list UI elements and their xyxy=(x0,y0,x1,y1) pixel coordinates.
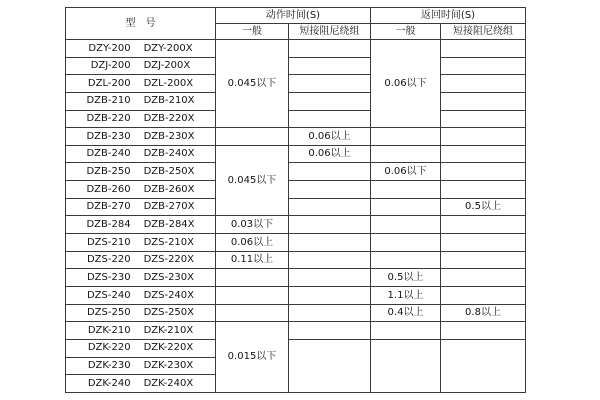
model-cell xyxy=(66,251,216,269)
table-row xyxy=(66,110,526,128)
model-name-x: DZB-210X xyxy=(143,95,195,107)
model-name-x: DZS-230X xyxy=(143,271,195,283)
action-general-cell xyxy=(216,286,289,304)
model-name-x: DZS-240X xyxy=(143,289,195,301)
model-name-x: DZB-230X xyxy=(143,130,195,142)
model-name-x: DZJ-200X xyxy=(143,60,191,72)
spec-table xyxy=(65,7,526,393)
return-damping-cell xyxy=(441,251,526,269)
model-cell xyxy=(66,322,216,340)
action-damping-cell: 0.06以上 xyxy=(289,128,371,146)
action-damping-cell: 0.06以上 xyxy=(289,145,371,163)
return-damping-cell: 0.5以上 xyxy=(441,198,526,216)
model-name: DZB-260 xyxy=(86,183,131,195)
model-cell xyxy=(66,357,216,375)
action-general-cell xyxy=(216,128,289,146)
action-general-cell: 0.11以上 xyxy=(216,251,289,269)
model-name-x: DZY-200X xyxy=(143,42,193,54)
return-damping-cell xyxy=(441,163,526,181)
model-cell xyxy=(66,92,216,110)
model-name: DZB-220 xyxy=(86,113,131,125)
action-damping-cell xyxy=(289,92,371,110)
table-row xyxy=(66,216,526,234)
action-damping-cell xyxy=(289,304,371,322)
return-general-cell: 1.1以上 xyxy=(371,286,441,304)
model-name: DZB-240 xyxy=(86,148,131,160)
action-damping-cell xyxy=(289,198,371,216)
model-name: DZB-284 xyxy=(86,218,131,230)
header-action-damping: 短接阻尼绕组 xyxy=(289,24,371,40)
model-name: DZB-250 xyxy=(86,166,131,178)
model-name: DZS-240 xyxy=(86,289,131,301)
table-row xyxy=(66,181,526,199)
return-general-cell xyxy=(371,145,441,163)
action-general-cell: 0.06以上 xyxy=(216,234,289,252)
return-damping-cell: 0.8以上 xyxy=(441,304,526,322)
table-row xyxy=(66,322,526,340)
return-general-cell: 0.06以下 xyxy=(371,40,441,128)
table-row xyxy=(66,286,526,304)
action-damping-cell xyxy=(289,286,371,304)
model-name-x: DZL-200X xyxy=(143,77,194,89)
model-name: DZB-230 xyxy=(86,130,131,142)
model-cell xyxy=(66,304,216,322)
model-name-x: DZS-220X xyxy=(143,254,195,266)
return-damping-cell xyxy=(441,40,526,58)
action-general-cell: 0.045以下 xyxy=(216,145,289,216)
model-cell xyxy=(66,375,216,393)
model-cell xyxy=(66,216,216,234)
return-damping-cell xyxy=(441,216,526,234)
header-return-time: 返回时间(S) xyxy=(371,8,526,24)
header-return-damping: 短接阻尼绕组 xyxy=(441,24,526,40)
model-name-x: DZB-250X xyxy=(143,166,195,178)
model-name-x: DZK-220X xyxy=(143,342,194,354)
return-damping-cell xyxy=(441,181,526,199)
table-row xyxy=(66,75,526,93)
model-cell xyxy=(66,269,216,287)
model-cell xyxy=(66,75,216,93)
table-row xyxy=(66,269,526,287)
action-damping-cell xyxy=(289,40,371,58)
model-name: DZK-220 xyxy=(87,342,131,354)
model-cell xyxy=(66,234,216,252)
model-name: DZK-230 xyxy=(87,360,131,372)
action-general-cell xyxy=(216,304,289,322)
return-damping-cell xyxy=(441,322,526,340)
model-name: DZS-220 xyxy=(86,254,131,266)
table-row xyxy=(66,57,526,75)
return-damping-cell xyxy=(441,286,526,304)
return-general-cell xyxy=(371,339,441,392)
action-damping-cell xyxy=(289,251,371,269)
return-general-cell xyxy=(371,251,441,269)
model-name-x: DZK-210X xyxy=(143,324,194,336)
return-damping-cell xyxy=(441,92,526,110)
model-name: DZJ-200 xyxy=(90,60,131,72)
table-row xyxy=(66,339,526,357)
model-cell xyxy=(66,128,216,146)
action-damping-cell xyxy=(289,181,371,199)
action-general-cell xyxy=(216,269,289,287)
return-general-cell xyxy=(371,234,441,252)
model-name: DZK-240 xyxy=(87,377,131,389)
model-cell xyxy=(66,145,216,163)
model-name-x: DZS-250X xyxy=(143,307,195,319)
return-damping-cell xyxy=(441,339,526,392)
action-general-cell: 0.03以下 xyxy=(216,216,289,234)
table-row xyxy=(66,92,526,110)
return-damping-cell xyxy=(441,57,526,75)
model-cell xyxy=(66,181,216,199)
return-general-cell: 0.5以上 xyxy=(371,269,441,287)
model-name-x: DZB-240X xyxy=(143,148,195,160)
table-row xyxy=(66,128,526,146)
action-damping-cell xyxy=(289,163,371,181)
model-name: DZB-210 xyxy=(86,95,131,107)
return-general-cell: 0.4以上 xyxy=(371,304,441,322)
header-return-general: 一般 xyxy=(371,24,441,40)
model-name-x: DZK-230X xyxy=(143,360,194,372)
return-general-cell xyxy=(371,322,441,340)
action-damping-cell xyxy=(289,269,371,287)
table-row xyxy=(66,145,526,163)
return-damping-cell xyxy=(441,234,526,252)
model-cell xyxy=(66,198,216,216)
action-damping-cell xyxy=(289,339,371,392)
return-general-cell: 0.06以下 xyxy=(371,163,441,181)
header-model: 型 号 xyxy=(66,8,216,40)
action-damping-cell xyxy=(289,234,371,252)
action-general-cell: 0.045以下 xyxy=(216,40,289,128)
model-name-x: DZS-210X xyxy=(143,236,195,248)
model-cell xyxy=(66,40,216,58)
model-name: DZY-200 xyxy=(88,42,131,54)
model-name-x: DZK-240X xyxy=(143,377,194,389)
table-row xyxy=(66,198,526,216)
action-damping-cell xyxy=(289,75,371,93)
model-name-x: DZB-220X xyxy=(143,113,195,125)
table-row xyxy=(66,304,526,322)
return-damping-cell xyxy=(441,128,526,146)
action-damping-cell xyxy=(289,110,371,128)
model-name: DZS-210 xyxy=(86,236,131,248)
table-row xyxy=(66,163,526,181)
model-cell xyxy=(66,339,216,357)
return-general-cell xyxy=(371,198,441,216)
model-cell xyxy=(66,163,216,181)
model-name-x: DZB-284X xyxy=(143,218,195,230)
model-cell xyxy=(66,57,216,75)
header-action-general: 一般 xyxy=(216,24,289,40)
return-damping-cell xyxy=(441,110,526,128)
return-general-cell xyxy=(371,216,441,234)
header-row-groups xyxy=(66,8,526,24)
model-name: DZS-250 xyxy=(86,307,131,319)
action-damping-cell xyxy=(289,57,371,75)
return-damping-cell xyxy=(441,269,526,287)
return-general-cell xyxy=(371,128,441,146)
table-row xyxy=(66,234,526,252)
model-name-x: DZB-260X xyxy=(143,183,195,195)
model-name-x: DZB-270X xyxy=(143,201,195,213)
model-cell xyxy=(66,110,216,128)
header-action-time: 动作时间(S) xyxy=(216,8,371,24)
model-name: DZB-270 xyxy=(86,201,131,213)
action-damping-cell xyxy=(289,322,371,340)
return-damping-cell xyxy=(441,145,526,163)
return-damping-cell xyxy=(441,75,526,93)
model-name: DZS-230 xyxy=(86,271,131,283)
model-name: DZL-200 xyxy=(87,77,131,89)
model-cell xyxy=(66,286,216,304)
return-general-cell xyxy=(371,181,441,199)
action-general-cell: 0.015以下 xyxy=(216,322,289,393)
table-row xyxy=(66,40,526,58)
table-row xyxy=(66,251,526,269)
action-damping-cell xyxy=(289,216,371,234)
model-name: DZK-210 xyxy=(87,324,131,336)
